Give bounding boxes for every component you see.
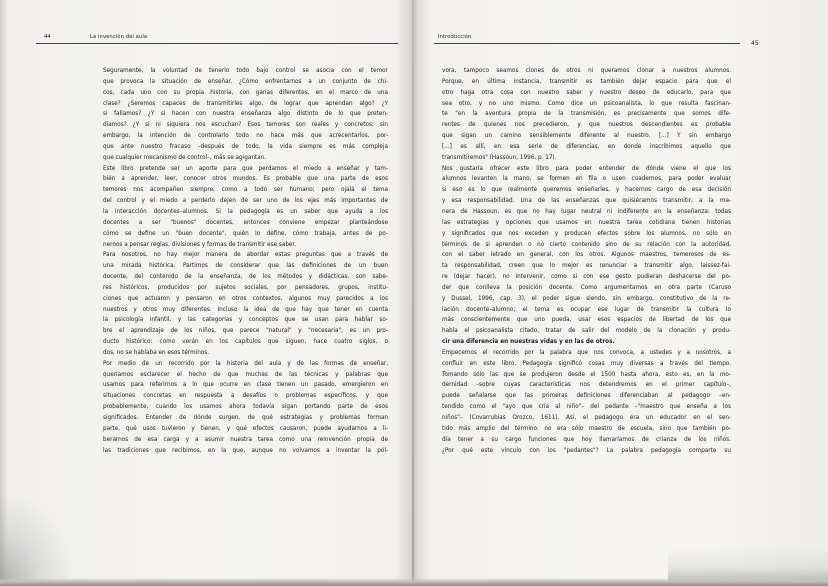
text-line: docentes a ser "buenos" docentes, entonces conviene empezar planteándose bbox=[103, 219, 388, 226]
text-line: con el saber letrado en general, con los otros. Algunos maestros, temerosos de es- bbox=[442, 252, 731, 259]
text-line: si eso es lo que realmente queremos enseñarles, y hacernos cargo de esa decisión bbox=[442, 187, 731, 194]
text-line: [...] es allí, en esa serie de diferencias, en donde inscribimos aquello que bbox=[442, 143, 731, 150]
text-line: re (dejar hacer), no intervenir, como si con ese gesto pudieran deshacerse del po- bbox=[442, 274, 731, 281]
text-line: dos, no se hablaba en esos términos. bbox=[103, 349, 210, 356]
text-line: nera de Hassoun, es que no hay lugar neutral ni indiferente en la enseñanza: todas bbox=[442, 208, 731, 215]
text-line: cir una diferencia en nuestras vidas y en las de otros. bbox=[442, 339, 615, 346]
text-line: transmitiremos" (Hassoun, 1996, p. 17). bbox=[442, 154, 557, 161]
text-line: probablemente, cuando los usamos ahora todavía sigan portando parte de esos bbox=[103, 404, 388, 411]
text-line: bién a aprender, leer, conocer otros mundos. Es probable que una parte de esos bbox=[103, 176, 388, 183]
text-line: clase? ¿Seremos capaces de transmitirles algo, de lograr que aprendan algo? ¿Y bbox=[103, 100, 388, 107]
text-line: otro haga otra cosa con nuestro saber y nuestro deseo de educarlo, para que bbox=[442, 89, 731, 96]
text-line: ciones que actuaron y pensaron en otros contextos, algunos muy parecidos a los bbox=[103, 295, 388, 302]
text-line: Nos gustaría ofrecer este libro para poder entender de dónde viene el que los bbox=[442, 165, 731, 172]
text-line: las tradiciones que recibimos, en la que, aunque no volvamos a inventar la pól- bbox=[103, 447, 388, 454]
text-line: una mirada histórica. Partimos de considerar que las definiciones de un buen bbox=[103, 263, 388, 270]
text-line: parte, qué usos tuvieron y tienen, y qué efectos causaron, puede ayudarnos a li- bbox=[103, 425, 388, 432]
text-line: confluir en este libro. Pedagogía significó cosas muy diversas a través del tiempo. bbox=[442, 360, 731, 367]
page-number: 45 bbox=[751, 40, 759, 47]
text-line: más conscientemente que uno pueda, usar esos espacios de libertad de los que bbox=[442, 317, 731, 324]
text-line: rentes de quienes nos precedieron, y que nuestros descendientes es probable bbox=[442, 122, 731, 129]
text-line: te "en la aventura propia de la transmisión, es precisamente que somos dife- bbox=[442, 111, 731, 118]
header-rule bbox=[434, 43, 740, 44]
text-line: la interacción docentes–alumnos. Si la pedagogía es un saber que ayuda a los bbox=[103, 208, 388, 215]
text-line: nuestros y otros muy diferentes. Incluso la idea de que hay que tener en cuenta bbox=[103, 306, 388, 313]
text-line: docente, del contenido de la enseñanza, de los métodos y didácticas, son sabe- bbox=[103, 274, 388, 281]
text-line: bre el aprendizaje de los niños, que parece "natural" y "necesaria", es un pro- bbox=[103, 328, 388, 335]
text-line: tido más amplio del término: no era sólo maestro de escuela, sino que también po- bbox=[442, 425, 731, 432]
text-line: situaciones concretas en respuesta a desafíos o problemas específicos, y que bbox=[103, 393, 388, 400]
text-line: temores nos acompañen siempre, como a todo ser humano; pero ojalá el tema bbox=[103, 187, 388, 194]
text-line: embargo, la intención de controlarlo todo no hace más que acrecentarlos, por- bbox=[103, 133, 388, 140]
text-line: que sigan un camino sensiblemente diferente al nuestro. [...] Y sin embargo bbox=[442, 133, 731, 140]
text-line: tendido como el "ayo que cría al niño"– del pedante –"maestro que enseña a los bbox=[442, 404, 731, 411]
text-line: y Dussel, 1996, cap. 3), el poder sigue siendo, sin embargo, constitutivo de la re- bbox=[442, 295, 731, 302]
text-line: términos de si aprenden o no cierto contenido sino de su relación con la autoridad, bbox=[442, 241, 731, 248]
text-line: y significados que nos exceden y producen efectos sobre los alumnos, no sólo en bbox=[442, 230, 731, 237]
text-line: que cualquier mecanismo de control–, más se agigantan. bbox=[103, 154, 267, 161]
running-title: La invención del aula bbox=[90, 34, 148, 40]
text-line: significados. Entender de dónde surgen, de qué estrategias y problemas forman bbox=[103, 415, 388, 421]
text-line: ducto histórico: como verán en los capítulos que siguen, hace cuatro siglos, o bbox=[103, 339, 388, 346]
text-line: ta responsabilidad, creen que lo mejor es renunciar a transmitir algo, laissez-fai- bbox=[442, 263, 731, 270]
text-line: díamos? ¿Y si ni siquiera nos escuchan? Esos temores son reales y concretos; sin bbox=[103, 122, 388, 129]
text-line: que ante nuestro fracaso –después de todo, la vida siempre es más compleja bbox=[103, 143, 388, 150]
text-line: lación docente–alumno; el tema es ocupar ese lugar de transmitir la cultura lo bbox=[442, 306, 731, 313]
text-line: habla el psicoanalista citado, tratar de salir del modelo de la clonación y produ- bbox=[442, 328, 731, 335]
text-line: dernidad –sobre cuyas características nos detendremos en el primer capítulo–, bbox=[442, 382, 731, 389]
text-line: usamos para referirnos a lo que ocurre en clase tienen un pasado, emergieron en bbox=[103, 382, 388, 389]
text-line: Este libro pretende ser un aporte para que perdamos el miedo a enseñar y tam- bbox=[103, 165, 388, 172]
text-line: alumnos levanten la mano, se formen en fila o usen cuadernos, para poder evaluar bbox=[442, 176, 731, 183]
text-line: Empecemos el recorrido por la palabra que nos convoca, a ustedes y a nosotros, a bbox=[442, 349, 731, 356]
running-title: Introducción bbox=[438, 34, 472, 40]
text-line: del control y el miedo a perderlo dejen de ser uno de los ejes más importantes de bbox=[103, 198, 388, 205]
text-line: la psicología infantil, y las categorías y conceptos que se usan para hablar so- bbox=[103, 317, 388, 324]
text-line: Porque, en última instancia, transmitir es también dejar espacio para que el bbox=[442, 78, 731, 85]
text-line: Seguramente, la voluntad de tenerlo todo bajo control se asocia con el temor bbox=[103, 68, 388, 74]
text-line: las estrategias y opciones que usamos en nuestra tarea cotidiana tienen historias bbox=[442, 219, 731, 226]
text-line: der que conlleva la posición docente. Como argumentamos en otra parte (Caruso bbox=[442, 284, 731, 291]
text-line: día tener a su cargo funciones que hoy llamaríamos de crianza de los niños. bbox=[442, 436, 731, 443]
body-text bbox=[103, 66, 388, 456]
text-line: que provoca la situación de enseñar. ¿Cómo enfrentarnos a un conjunto de chi- bbox=[103, 78, 388, 85]
page-number: 44 bbox=[44, 34, 51, 40]
body-text bbox=[442, 66, 731, 456]
text-line: res históricos, producidos por sujetos sociales, por pensadores, grupos, institu- bbox=[103, 284, 388, 291]
text-line: Para nosotros, no hay mejor manera de abordar estas preguntas que a través de bbox=[103, 252, 388, 259]
text-line: queríamos esclarecer el hecho de que muchas de las técnicas y palabras que bbox=[103, 371, 388, 378]
text-line: sea otro, y no uno mismo. Como dice un psicoanalista, lo que resulta fascinan- bbox=[442, 100, 731, 107]
text-line: niños"– (Covarrubias Orozco, 1611). Así, el pedagogo era un educador en el sen- bbox=[442, 415, 731, 421]
text-line: cómo se define un "buen docente", quién lo define, cómo trabaja, antes de po- bbox=[103, 230, 388, 237]
header-rule bbox=[36, 43, 398, 44]
text-line: ¿Por qué este vínculo con los "pedantes"? La palabra pedagogía comparte su bbox=[442, 447, 731, 454]
right-page bbox=[414, 0, 828, 586]
text-line: Tomando sólo las que se produjeron desde el 1500 hasta ahora, esto es, en la mo- bbox=[442, 371, 731, 378]
text-line: Por medio de un recorrido por la historia del aula y de las formas de enseñar, bbox=[103, 360, 388, 367]
text-line: berarnos de esa carga y a asumir nuestra tarea como una reinvención propia de bbox=[103, 436, 388, 443]
text-line: y esa responsabilidad. Una de las enseñanzas que quisiéramos transmitir, a la ma- bbox=[442, 198, 731, 205]
text-line: si fallamos? ¿Y si hacen con nuestra enseñanza algo distinto de lo que preten- bbox=[103, 111, 388, 118]
text-line: puede señalarse que las primeras definiciones diferenciaban al pedagogo –en- bbox=[442, 393, 731, 400]
scan-edge bbox=[0, 578, 828, 586]
text-line: nernos a pensar reglas, divisiones y formas de transmitir ese saber. bbox=[103, 241, 297, 248]
text-line: vora, tampoco seamos clones de otros ni queramos clonar a nuestros alumnos. bbox=[442, 68, 731, 74]
text-line: cos, cada uno con su propia historia, con ganas diferentes, en el marco de una bbox=[103, 89, 388, 96]
